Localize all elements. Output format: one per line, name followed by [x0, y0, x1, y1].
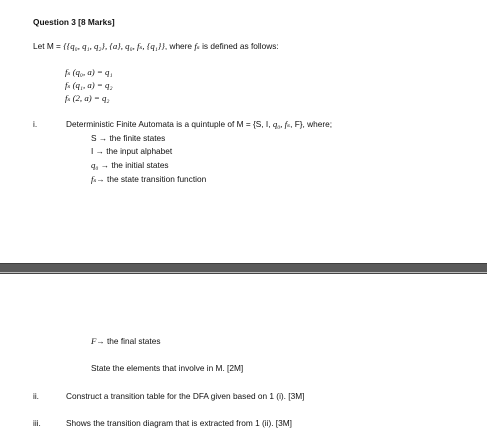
intro-tail: , where — [164, 41, 195, 51]
definition-item — [91, 336, 161, 346]
question-intro — [33, 41, 279, 51]
part-ii-text: Construct a transition table for the DFA given based on 1 (i). [3M] — [66, 391, 305, 401]
transition-equation: fₛ (2, a) = q₂ — [65, 93, 110, 103]
definition-item — [91, 133, 165, 143]
definition-text: the initial states — [111, 160, 169, 170]
part-number: ii. — [33, 391, 39, 401]
definition-text: the final states — [106, 336, 161, 346]
intro-set: {{q₀, q₁, q₂}, {a}, q₀, fₛ, {q₁}} — [63, 41, 165, 51]
intro-lead: Let M = — [33, 41, 64, 51]
transition-equation: fₛ (q₀, a) = q₁ — [65, 67, 113, 77]
arrow-icon: → — [98, 133, 108, 143]
page-break-edge — [0, 272, 487, 273]
question-title: Question 3 [8 Marks] — [33, 17, 115, 27]
definition-item — [91, 146, 172, 156]
statement-math: q₀, fₛ — [272, 119, 291, 129]
part-i-statement — [66, 119, 332, 129]
part-iii-text: Shows the transition diagram that is extracted from 1 (ii). [3M] — [66, 418, 292, 428]
arrow-icon: → — [100, 160, 110, 170]
definition-item — [91, 174, 206, 184]
definition-item — [91, 160, 169, 170]
statement-tail: , F}, where; — [290, 119, 333, 129]
arrow-icon: → — [96, 336, 105, 346]
part-i-instruction: State the elements that involve in M. [2M] — [91, 363, 244, 373]
part-number: i. — [33, 119, 38, 129]
definition-text: the input alphabet — [106, 146, 173, 156]
arrow-icon: → — [95, 146, 104, 156]
definition-symbol: q₀ — [91, 160, 99, 170]
definition-symbol: fₛ — [91, 174, 97, 184]
definition-text: the state transition function — [107, 174, 207, 184]
transition-equation: fₛ (q₁, a) = q₂ — [65, 80, 113, 90]
arrow-icon: → — [96, 174, 105, 184]
definition-symbol: I — [91, 146, 94, 156]
definition-symbol: S — [91, 133, 97, 143]
intro-end: is defined as follows: — [199, 41, 279, 51]
part-number: iii. — [33, 418, 41, 428]
statement-lead: Deterministic Finite Automata is a quintuple of M = {S, I, — [66, 119, 273, 129]
definition-symbol: F — [91, 336, 97, 346]
definition-text: the finite states — [109, 133, 166, 143]
intro-fs: fₛ — [194, 41, 200, 51]
